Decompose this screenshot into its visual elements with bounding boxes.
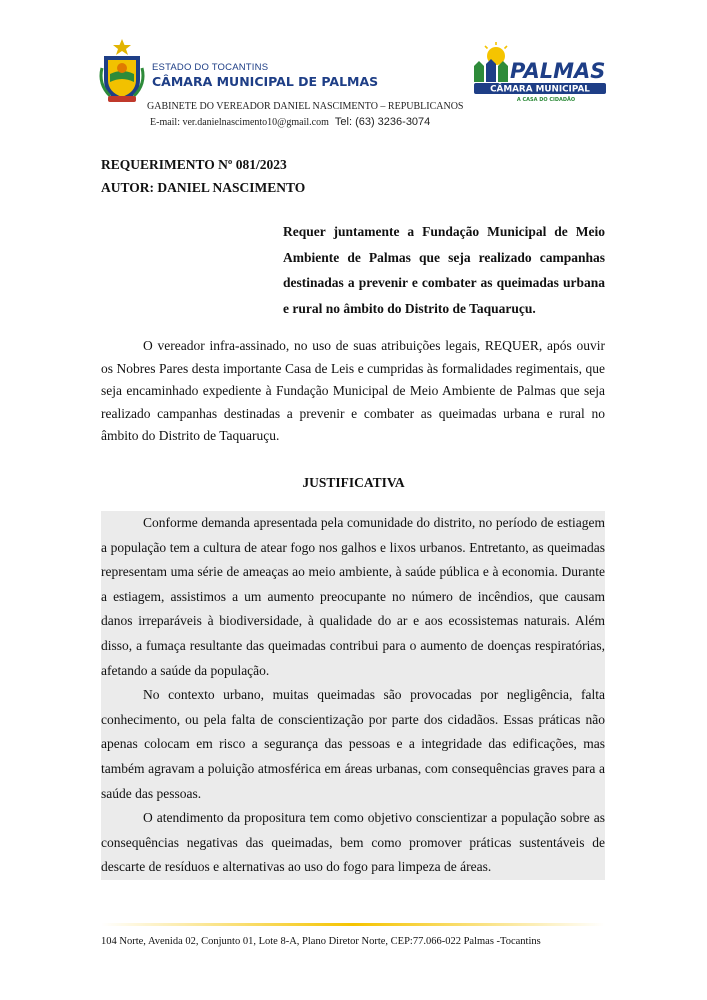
justification-heading: JUSTIFICATIVA [302,475,405,490]
phone-text: Tel: (63) 3236-3074 [334,116,431,128]
chamber-header [96,38,496,108]
footer-divider [101,922,605,928]
justification-paragraph-1: Conforme demanda apresentada pela comunidade do distrito, no período de estiagem a população tem a cultura de atear fogo nos galhos e lixos urbanos. Entretanto, as queimadas representam uma série de ameaças ao meio ambiente, à saúde pública e à economia. Durante a estiagem, assistimos a um aumento preocupante no número de incêndios, que causam danos irreparáveis à biodiversidade, à qualidade do ar e aos ecossistemas naturais. Além disso, a fumaça resultante das queimadas contribui para o aumento de doenças respiratórias, afetando a saúde da população. [101,515,605,678]
email-text: E-mail: ver.danielnascimento10@gmail.com [150,117,329,128]
chamber-name-block [152,62,378,89]
svg-text:PALMAS: PALMAS [510,59,606,83]
chamber-seal-logo [96,38,148,104]
justification-section [101,511,605,880]
request-summary: Requer juntamente a Fundação Municipal de Meio Ambiente de Palmas que seja realizado campanhas destinadas a prevenir e combater as queimadas urbana e rural no âmbito do Distrito de Taquaruçu. [283,224,605,316]
contact-line [150,116,430,128]
request-body-paragraph: O vereador infra-assinado, no uso de suas atribuições legais, REQUER, após ouvir os Nobres Pares desta importante Casa de Leis e cumpridas às formalidades regimentais, que seja encaminhado expediente à Fundação Municipal de Meio Ambiente de Palmas que seja realizado campanhas destinadas a prevenir e combater as queimadas urbana e rural no âmbito do Distrito de Taquaruçu. [101,338,605,443]
svg-text:CÂMARA MUNICIPAL: CÂMARA MUNICIPAL [490,84,590,95]
justification-paragraph-2: No contexto urbano, muitas queimadas são provocadas por negligência, falta conhecimento, ou pela falta de conscientização por parte dos cidadãos. Essas práticas não apenas colocam em risco a segurança das pessoas e a integridade das edificações, mas também agravam a poluição atmosférica em áreas urbanas, com consequências graves para a saúde das pessoas. [101,687,605,801]
svg-text:A CASA DO CIDADÃO: A CASA DO CIDADÃO [516,97,576,103]
councilor-office: GABINETE DO VEREADOR DANIEL NASCIMENTO – REPUBLICANOS [147,101,464,112]
palmas-chamber-logo [470,42,608,104]
footer-address: 104 Norte, Avenida 02, Conjunto 01, Lote 8-A, Plano Diretor Norte, CEP:77.066-022 Palmas -Tocantins [101,936,541,947]
justification-paragraph-3: O atendimento da propositura tem como objetivo conscientizar a população sobre as consequências negativas das queimadas, bem como promover práticas sustentáveis de descarte de resíduos e alternativas ao uso do fogo para limpeza de áreas. [101,810,605,875]
request-number: REQUERIMENTO Nº 081/2023 [101,157,287,172]
chamber-name: CÂMARA MUNICIPAL DE PALMAS [152,74,379,89]
request-author: AUTOR: DANIEL NASCIMENTO [101,180,306,195]
state-name: ESTADO DO TOCANTINS [152,62,269,73]
